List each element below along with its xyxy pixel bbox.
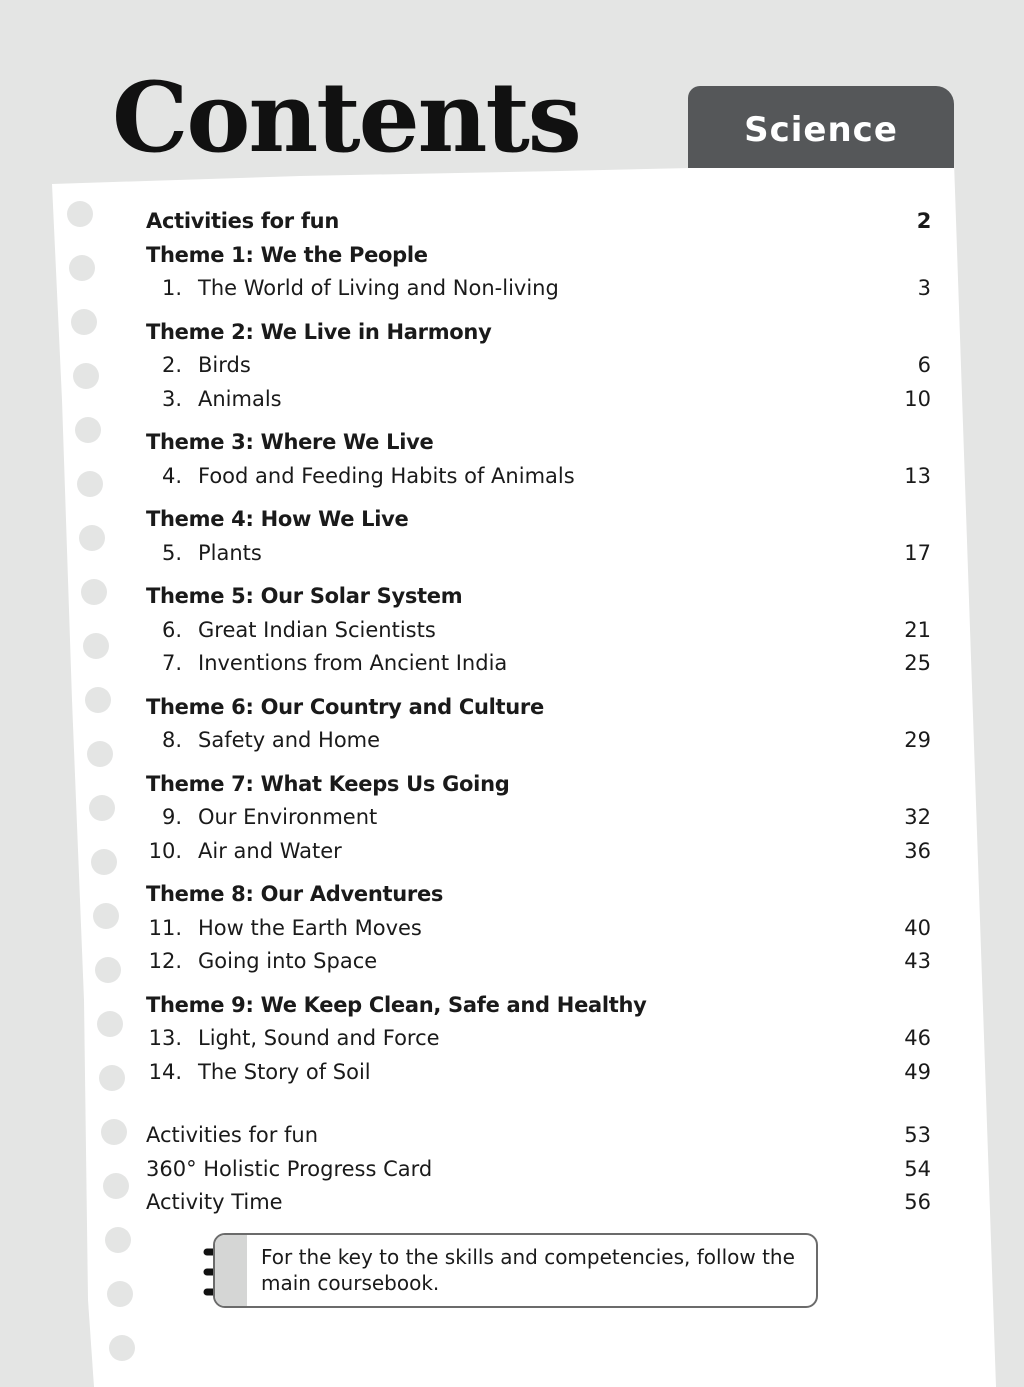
chapter-number: 6. [161,617,182,642]
subject-label: Science [744,110,898,150]
chapter-row[interactable] [146,912,931,946]
chapter-label [146,537,262,571]
chapter-label [146,647,507,681]
page-number: 2 [916,209,931,233]
chapter-title: Animals [198,386,282,411]
section-spacer [146,1089,931,1119]
page-title: Contents [112,61,580,174]
chapter-label [146,724,380,758]
chapter-row[interactable] [146,1056,931,1090]
chapter-row[interactable] [146,801,931,835]
chapter-number: 7. [161,651,182,675]
chapter-title: Plants [198,540,262,565]
note-binding-strip [215,1235,247,1306]
chapter-label [146,945,377,979]
theme-title: Theme 4: How We Live [146,507,409,531]
chapter-title: Great Indian Scientists [198,617,436,642]
chapter-title: Birds [198,353,251,377]
chapter-number: 3. [161,386,182,411]
chapter-row[interactable] [146,647,931,681]
chapter-number: 8. [161,728,182,752]
page-number: 40 [904,915,931,940]
chapter-row[interactable] [146,537,931,571]
theme-heading[interactable] [146,426,931,460]
back-matter-row[interactable] [146,1153,931,1187]
theme-heading[interactable] [146,503,931,537]
page-number: 29 [904,728,931,752]
chapter-row[interactable] [146,383,931,417]
chapter-title: Going into Space [198,949,378,973]
chapter-title: Air and Water [198,838,342,863]
chapter-label [146,614,436,648]
chapter-number: 4. [161,463,182,488]
chapter-title: How the Earth Moves [198,915,422,940]
theme-title: Theme 6: Our Country and Culture [146,694,544,719]
chapter-row[interactable] [146,945,931,979]
page-number: 17 [904,540,931,565]
chapter-label [146,349,251,383]
page-number: 21 [904,617,931,642]
page-number: 13 [904,463,931,488]
chapter-label [146,801,377,835]
chapter-number: 10. [148,838,182,863]
chapter-row[interactable] [146,724,931,758]
chapter-label [146,272,559,306]
page-number: 56 [904,1190,931,1214]
page-number: 53 [904,1123,931,1147]
page-number: 3 [917,276,931,300]
chapter-number: 2. [161,353,182,377]
theme-title: Theme 9: We Keep Clean, Safe and Healthy [146,992,647,1017]
chapter-label [146,1056,371,1090]
page-number: 54 [904,1156,931,1181]
chapter-title: Food and Feeding Habits of Animals [198,463,575,488]
page-number: 25 [904,651,931,675]
back-matter-row[interactable] [146,1186,931,1220]
chapter-number: 14. [148,1059,182,1084]
page-number: 49 [904,1059,931,1084]
theme-title: Theme 5: Our Solar System [146,584,463,608]
page-number: 32 [904,805,931,829]
chapter-title: Our Environment [198,805,378,829]
back-matter-list [146,1119,931,1220]
note-box [213,1233,818,1308]
chapter-row[interactable] [146,349,931,383]
page-number: 43 [904,949,931,973]
theme-title: Theme 3: Where We Live [146,430,434,454]
chapter-number: 11. [148,915,182,940]
chapter-label [146,835,342,869]
theme-heading[interactable] [146,691,931,725]
theme-heading[interactable] [146,316,931,350]
chapter-number: 9. [161,805,182,829]
theme-heading[interactable] [146,878,931,912]
page-number: 36 [904,838,931,863]
page-number: 10 [904,386,931,411]
page-number: 6 [917,353,931,377]
back-matter-label: Activity Time [146,1190,283,1214]
theme-heading[interactable] [146,768,931,802]
chapter-title: The World of Living and Non-living [198,276,559,300]
chapter-number: 5. [161,540,182,565]
back-matter-label: Activities for fun [146,1123,319,1147]
chapter-title: Inventions from Ancient India [198,651,508,675]
chapter-label [146,1022,440,1056]
theme-heading[interactable] [146,580,931,614]
theme-heading[interactable] [146,989,931,1023]
theme-list [146,239,931,1090]
chapter-row[interactable] [146,460,931,494]
theme-title: Theme 8: Our Adventures [146,882,444,906]
chapter-title: Safety and Home [198,728,381,752]
chapter-label [146,912,422,946]
page-number: 46 [904,1026,931,1050]
chapter-number: 1. [161,276,182,300]
chapter-row[interactable] [146,1022,931,1056]
toc-intro[interactable] [146,205,931,239]
chapter-row[interactable] [146,272,931,306]
chapter-label [146,383,282,417]
theme-title: Theme 2: We Live in Harmony [146,319,492,344]
back-matter-label: 360° Holistic Progress Card [146,1156,433,1181]
chapter-row[interactable] [146,614,931,648]
note-text: For the key to the skills and competencies, follow the main coursebook. [261,1245,795,1295]
subject-tab [688,86,954,168]
theme-title: Theme 1: We the People [146,242,428,267]
chapter-title: Light, Sound and Force [198,1026,440,1050]
theme-heading[interactable] [146,239,931,273]
chapter-label [146,460,575,494]
table-of-contents [146,205,931,1220]
chapter-number: 13. [148,1026,182,1050]
chapter-number: 12. [148,949,182,973]
theme-title: Theme 7: What Keeps Us Going [146,771,510,796]
chapter-title: The Story of Soil [198,1059,371,1084]
chapter-row[interactable] [146,835,931,869]
back-matter-row[interactable] [146,1119,931,1153]
toc-intro-label: Activities for fun [146,209,339,233]
